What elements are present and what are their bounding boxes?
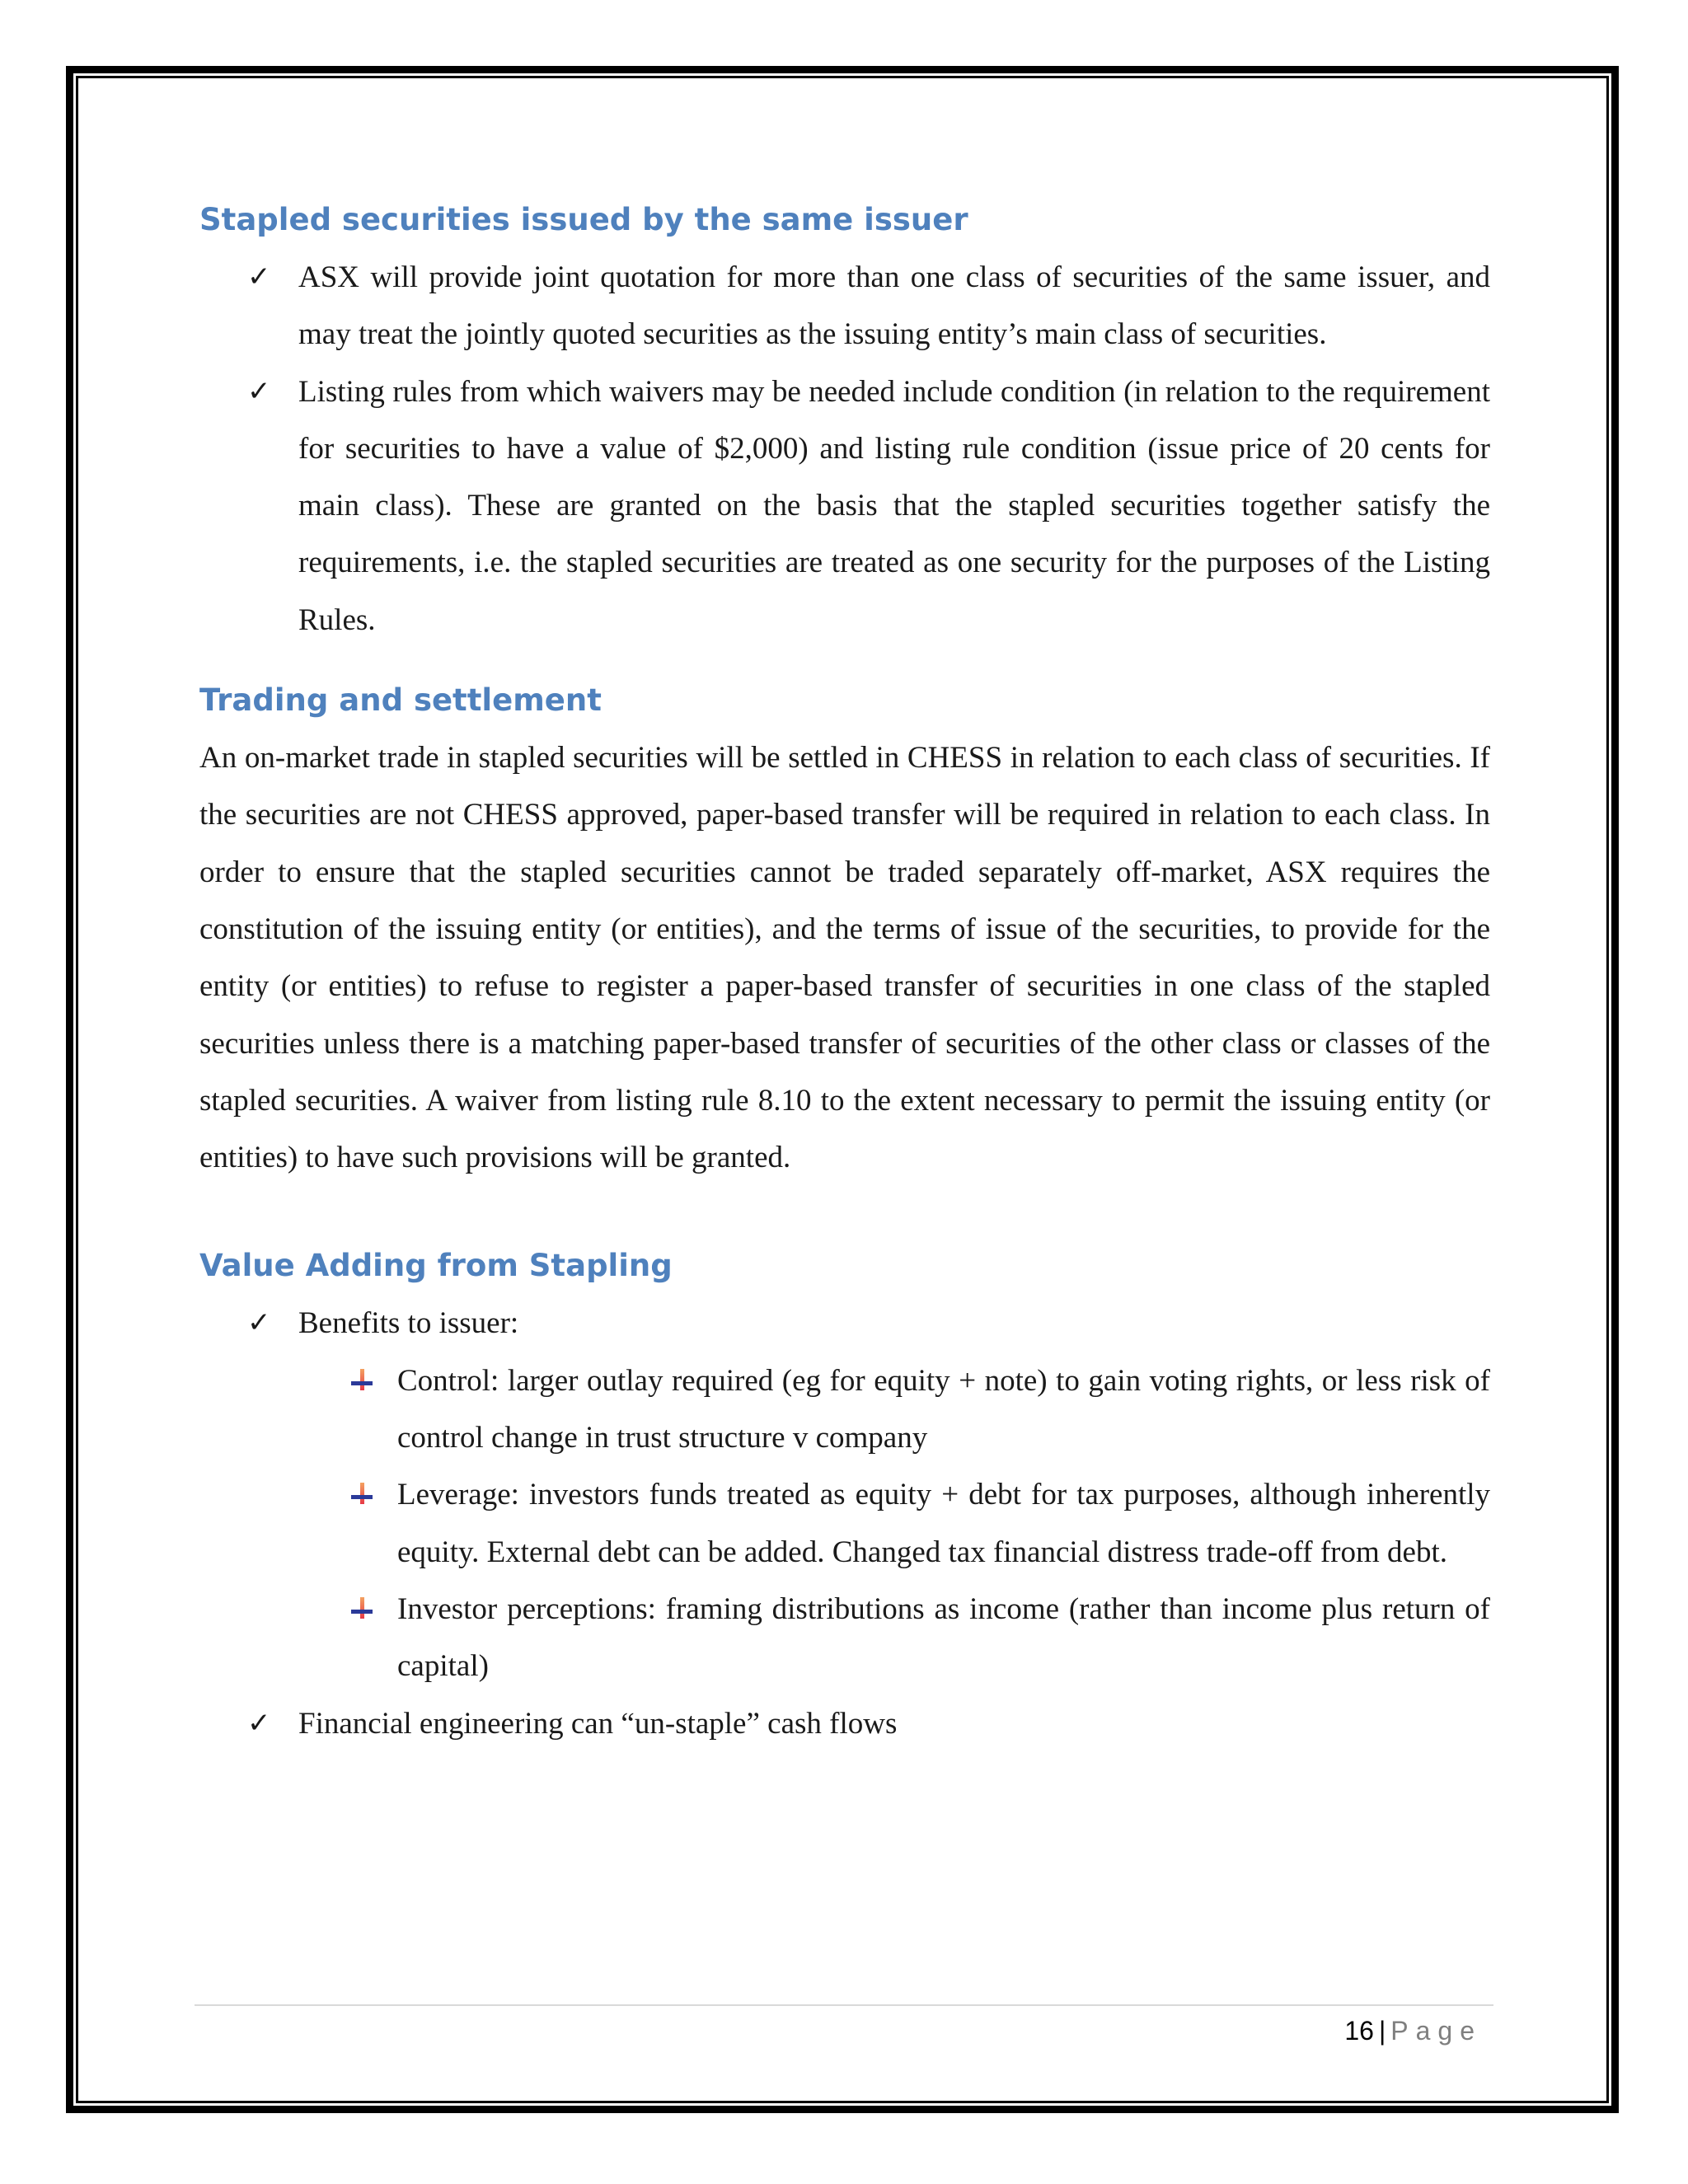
sub-list-item: [199, 1581, 1490, 1695]
footer-divider: [195, 2004, 1493, 2006]
section-heading-trading-settlement: Trading and settlement: [199, 682, 602, 719]
plus-arrow-icon: [351, 1369, 373, 1390]
list-item: [199, 363, 1490, 649]
page-label: Page: [1390, 2016, 1482, 2046]
plus-arrow-icon: [351, 1483, 373, 1504]
page-footer: [1344, 2008, 1482, 2054]
page-number: 16: [1344, 2016, 1374, 2046]
value-adding-list: [199, 1295, 1490, 1751]
list-item-text: ASX will provide joint quotation for more than one class of securities of the same issuer, and may treat the jointly quoted securities as the issuing entity’s main class of securities.: [298, 260, 1490, 352]
sub-list-item: [199, 1466, 1490, 1581]
sub-list-item-text: Control: larger outlay required (eg for equity + note) to gain voting rights, or less risk of control change in trust structure v company: [397, 1363, 1490, 1455]
list-item: [199, 1295, 1490, 1694]
check-mark-icon: ✓: [247, 1706, 271, 1740]
list-item: [199, 1695, 1490, 1752]
check-mark-icon: ✓: [247, 374, 271, 408]
list-item-text: Benefits to issuer:: [298, 1306, 519, 1341]
page-content: [199, 191, 1490, 1752]
sub-list-item-text: Leverage: investors funds treated as equity + debt for tax purposes, although inherently equity. External debt can be added. Changed tax financial distress trade-off from debt.: [397, 1478, 1490, 1569]
section-heading-value-adding: Value Adding from Stapling: [199, 1248, 673, 1284]
check-mark-icon: ✓: [247, 260, 271, 293]
list-item: [199, 249, 1490, 363]
trading-settlement-paragraph: An on-market trade in stapled securities will be settled in CHESS in relation to each class of securities. If the securities are not CHESS approved, paper-based transfer will be required in relation to each class. In order to ensure that the stapled securities cannot be traded separately off-market, ASX requires the constitution of the issuing entity (or entities), and the terms of issue of the securities, to provide for the entity (or entities) to refuse to register a paper-based transfer of securities in one class of the stapled securities unless there is a matching paper-based transfer of securities of the other class or classes of the stapled securities. A waiver from listing rule 8.10 to the extent necessary to permit the issuing entity (or entities) to have such provisions will be granted.: [199, 741, 1490, 1175]
footer-separator: |: [1378, 2016, 1386, 2046]
sub-list-item: [199, 1352, 1490, 1467]
list-item-text: Financial engineering can “un-staple” cash flows: [298, 1706, 898, 1741]
stapled-securities-list: [199, 249, 1490, 649]
plus-arrow-icon: [351, 1597, 373, 1619]
sub-list-item-text: Investor perceptions: framing distributions as income (rather than income plus return of capital): [397, 1591, 1490, 1684]
benefits-sub-list: [298, 1352, 1490, 1695]
section-heading-stapled-securities: Stapled securities issued by the same issuer: [199, 202, 968, 237]
check-mark-icon: ✓: [247, 1306, 271, 1340]
list-item-text: Listing rules from which waivers may be needed include condition (in relation to the requirement for securities to have a value of $2,000) and listing rule condition (issue price of 20 cents for main class). These are granted on the basis that the stapled securities together satisfy the requirements, i.e. the stapled securities are treated as one security for the purposes of the Listing Rules.: [298, 374, 1490, 637]
